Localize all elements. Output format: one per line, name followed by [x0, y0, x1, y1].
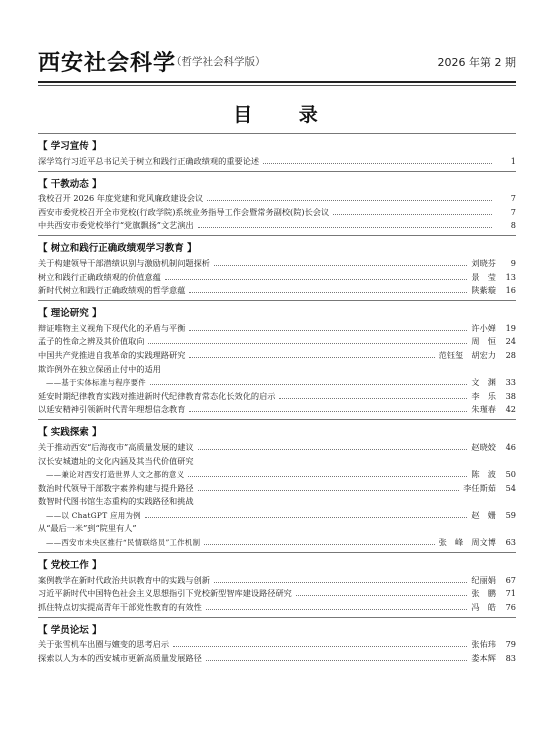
- entry-author: 范钰玺 胡宏力: [438, 349, 496, 360]
- toc-section: [38, 235, 516, 300]
- section-header: [38, 133, 516, 153]
- section-gap: [38, 664, 516, 668]
- dot-leader: [206, 608, 468, 610]
- entry-page: 67: [505, 574, 516, 585]
- entry-title: 数治时代领导干部数字素养构建与提升路径: [38, 482, 194, 493]
- dot-leader: [206, 659, 468, 661]
- toc-entry[interactable]: [38, 534, 516, 548]
- entry-page: 38: [505, 390, 516, 401]
- masthead: [38, 46, 516, 78]
- journal-title: 西安社会科学: [38, 50, 177, 76]
- toc-section: [38, 617, 516, 668]
- entry-title: 习近平新时代中国特色社会主义思想指引下党校新型智库建设路径研究: [38, 588, 292, 599]
- entry-title: 以延安精神引领新时代青年理想信念教育: [38, 404, 186, 415]
- toc-section: [38, 133, 516, 171]
- toc-entry[interactable]: [38, 494, 516, 508]
- entry-title: 探索以人为本的西安城市更新高质量发展路径: [38, 653, 202, 664]
- toc-entry[interactable]: [38, 361, 516, 375]
- toc-entry[interactable]: [38, 283, 516, 297]
- section-divider: [38, 133, 516, 134]
- toc-entry[interactable]: [38, 218, 516, 232]
- entry-author: 张 峰 周文博: [438, 537, 496, 548]
- entry-page: 63: [505, 537, 516, 548]
- entry-author: 刘晓芬: [471, 257, 496, 268]
- section-divider: [38, 617, 516, 618]
- entry-title: 汉长安城遗址的文化内涵及其当代价值研究: [38, 455, 194, 466]
- entry-title: 孟子的性命之辨及其价值取向: [38, 336, 145, 347]
- dot-leader: [296, 594, 468, 596]
- dot-leader: [198, 489, 460, 491]
- entry-author: 李 乐: [471, 390, 496, 401]
- toc-entry[interactable]: [38, 599, 516, 613]
- dot-leader: [198, 226, 492, 228]
- entry-title: 深学笃行习近平总书记关于树立和践行正确政绩观的重要论述: [38, 155, 260, 166]
- entry-page: 83: [505, 653, 516, 664]
- entry-author: 景 莹: [471, 271, 496, 282]
- entry-author: 赵晓姣: [471, 441, 496, 452]
- entry-title: 西安市委党校召开全市党校(行政学院)系统业务指导工作会暨常务副校(院)长会议: [38, 206, 330, 217]
- dot-leader: [150, 383, 467, 385]
- dot-leader: [263, 162, 492, 164]
- dot-leader: [188, 475, 467, 477]
- entry-page: 1: [510, 155, 516, 166]
- toc-entry[interactable]: [38, 269, 516, 283]
- entry-page: 46: [505, 441, 516, 452]
- section-header: [38, 617, 516, 637]
- dot-leader: [165, 278, 468, 280]
- dot-leader: [279, 397, 467, 399]
- toc-entry[interactable]: [38, 467, 516, 481]
- section-divider: [38, 171, 516, 172]
- masthead-rule-thin: [38, 85, 516, 86]
- toc-entry[interactable]: [38, 439, 516, 453]
- toc-heading: 目 录: [233, 104, 338, 126]
- toc-section: [38, 300, 516, 419]
- dot-leader: [189, 329, 467, 331]
- dot-leader: [198, 503, 492, 504]
- toc-entry[interactable]: [38, 637, 516, 651]
- toc-entry[interactable]: [38, 375, 516, 389]
- entry-author: 陈 波: [471, 469, 496, 480]
- entry-subtitle: ——以 ChatGPT 应用为例: [46, 510, 141, 520]
- section-label: 【 理论研究 】: [38, 308, 102, 320]
- entry-title: 数智时代图书馆生态重构的实践路径和挑战: [38, 496, 194, 507]
- entry-title: 从“最后一米”到“院里有人”: [38, 523, 137, 534]
- dot-leader: [207, 199, 492, 201]
- entry-author: 娄本辉: [471, 653, 496, 664]
- entry-title: 延安时期纪律教育实践对推进新时代纪律教育常态化长效化的启示: [38, 390, 276, 401]
- dot-leader: [141, 530, 492, 531]
- section-divider: [38, 419, 516, 420]
- entry-page: 24: [505, 336, 516, 347]
- toc-entry[interactable]: [38, 334, 516, 348]
- entry-author: 李任斯茹: [463, 482, 496, 493]
- toc-entry[interactable]: [38, 453, 516, 467]
- entry-title: 我校召开 2026 年度党建和党风廉政建设会议: [38, 193, 204, 204]
- entry-author: 张佑玮: [471, 639, 496, 650]
- section-header: [38, 419, 516, 439]
- section-header: [38, 552, 516, 572]
- dot-leader: [214, 581, 467, 583]
- dot-leader: [189, 410, 467, 412]
- dot-leader: [189, 291, 467, 293]
- toc-entry[interactable]: [38, 521, 516, 535]
- table-of-contents: [38, 133, 516, 668]
- toc-entry[interactable]: [38, 507, 516, 521]
- dot-leader: [145, 516, 468, 518]
- entry-author: 张 鹏: [471, 588, 496, 599]
- dot-leader: [165, 371, 492, 372]
- toc-section: [38, 419, 516, 552]
- toc-section: [38, 552, 516, 617]
- dot-leader: [333, 213, 492, 215]
- entry-author: 周 恒: [471, 336, 496, 347]
- entry-page: 13: [505, 271, 516, 282]
- toc-entry[interactable]: [38, 191, 516, 205]
- entry-title: 树立和践行正确政绩观的价值意蕴: [38, 271, 161, 282]
- journal-subtitle: （哲学社会科学版）: [171, 56, 266, 68]
- entry-page: 19: [505, 322, 516, 333]
- toc-section: [38, 171, 516, 236]
- entry-page: 71: [505, 588, 516, 599]
- entry-page: 28: [505, 349, 516, 360]
- entry-author: 朱瑾春: [471, 404, 496, 415]
- entry-page: 7: [510, 193, 516, 204]
- entry-title: 中国共产党推进自我革命的实践理路研究: [38, 349, 186, 360]
- entry-author: 赵 姗: [471, 509, 496, 520]
- entry-page: 79: [505, 639, 516, 650]
- entry-page: 76: [505, 601, 516, 612]
- entry-author: 许小婵: [471, 322, 496, 333]
- entry-subtitle: ——西安市未央区推行“民情联络员”工作机制: [46, 538, 201, 548]
- entry-title: 关于张雪机车出圈与嬗变的思考启示: [38, 639, 170, 650]
- section-header: [38, 235, 516, 255]
- dot-leader: [214, 264, 467, 266]
- entry-page: 54: [505, 482, 516, 493]
- section-label: 【 学习宣传 】: [38, 141, 102, 152]
- toc-entry[interactable]: [38, 586, 516, 600]
- section-divider: [38, 552, 516, 553]
- section-divider: [38, 300, 516, 301]
- entry-page: 59: [505, 509, 516, 520]
- dot-leader: [198, 448, 468, 450]
- entry-page: 33: [505, 377, 516, 388]
- entry-title: 关于推动西安“后海夜市”高质量发展的建议: [38, 441, 194, 452]
- toc-entry[interactable]: [38, 320, 516, 334]
- toc-entry[interactable]: [38, 402, 516, 416]
- section-label: 【 树立和践行正确政绩观学习教育 】: [38, 243, 197, 255]
- section-header: [38, 171, 516, 191]
- entry-subtitle: ——兼论对西安打造世界人文之都的意义: [46, 470, 185, 480]
- toc-entry[interactable]: [38, 572, 516, 586]
- entry-page: 7: [510, 206, 516, 217]
- entry-page: 9: [510, 257, 516, 268]
- masthead-rule-thick: [38, 81, 516, 83]
- entry-author: 文 渊: [471, 377, 496, 388]
- entry-author: 纪丽娟: [471, 574, 496, 585]
- dot-leader: [189, 356, 434, 358]
- dot-leader: [173, 645, 467, 647]
- section-divider: [38, 235, 516, 236]
- entry-title: 抓住特点切实提高青年干部党性教育的有效性: [38, 601, 202, 612]
- dot-leader: [198, 463, 492, 464]
- entry-page: 42: [505, 404, 516, 415]
- entry-title: 案例教学在新时代政治共识教育中的实践与创新: [38, 574, 210, 585]
- toc-entry[interactable]: [38, 388, 516, 402]
- entry-page: 16: [505, 285, 516, 296]
- entry-title: 辩证唯物主义视角下现代化的矛盾与平衡: [38, 322, 186, 333]
- entry-page: 50: [505, 469, 516, 480]
- entry-title: 中共西安市委党校举行“党旗飘扬”文艺演出: [38, 220, 194, 231]
- toc-entry[interactable]: [38, 204, 516, 218]
- issue-number: 2026 年第 2 期: [437, 56, 516, 69]
- entry-author: 陕紫璇: [471, 285, 496, 296]
- section-label: 【 党校工作 】: [38, 560, 102, 572]
- toc-entry[interactable]: [38, 480, 516, 494]
- section-label: 【 干教动态 】: [38, 178, 102, 190]
- section-header: [38, 300, 516, 320]
- toc-entry[interactable]: [38, 153, 516, 167]
- toc-entry[interactable]: [38, 650, 516, 664]
- entry-subtitle: ——基于实体标准与程序要件: [46, 378, 146, 388]
- entry-title: 关于构建领导干部潜绩识别与激励机制问题探析: [38, 257, 210, 268]
- section-label: 【 实践探索 】: [38, 427, 102, 439]
- dot-leader: [148, 342, 467, 344]
- dot-leader: [204, 543, 434, 545]
- section-label: 【 学员论坛 】: [38, 624, 102, 636]
- entry-title: 新时代树立和践行正确政绩观的哲学意蕴: [38, 285, 186, 296]
- toc-entry[interactable]: [38, 255, 516, 269]
- entry-page: 8: [510, 220, 516, 231]
- entry-title: 欺诈例外在独立保函止付中的适用: [38, 363, 161, 374]
- toc-entry[interactable]: [38, 347, 516, 361]
- entry-author: 冯 皓: [471, 601, 496, 612]
